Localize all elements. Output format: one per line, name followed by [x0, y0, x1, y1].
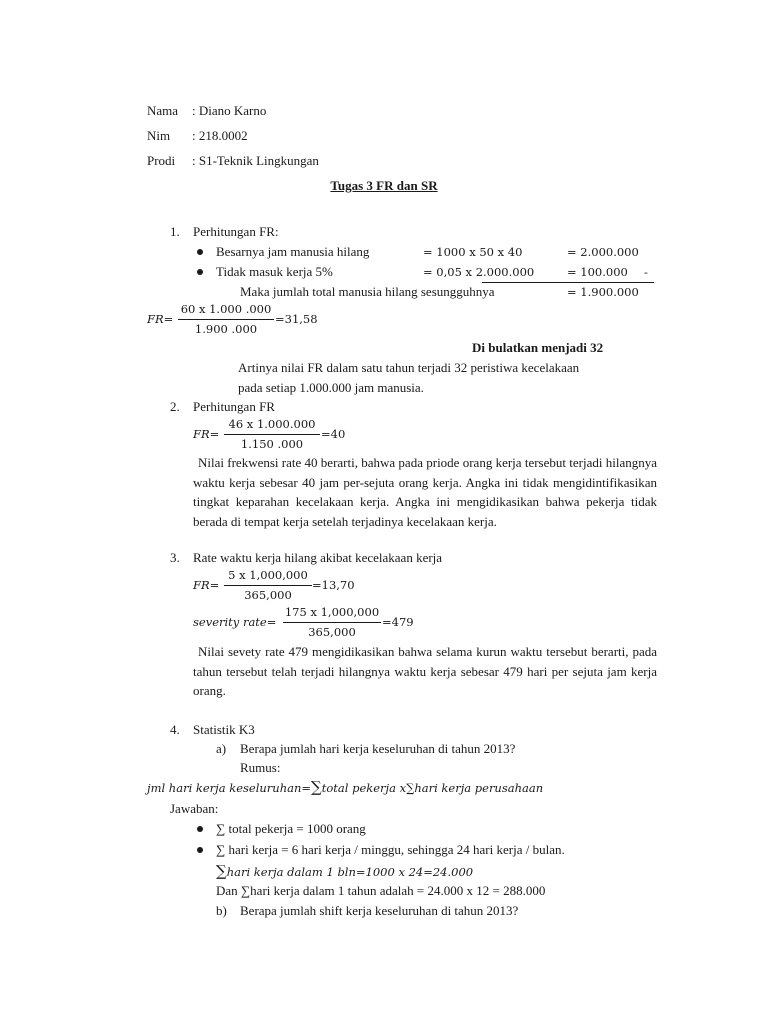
- minus-sign: -: [644, 265, 648, 279]
- question-b-label: b): [216, 903, 227, 918]
- question-a-label: a): [216, 741, 227, 756]
- severity-rate-denominator: 365,000: [308, 625, 356, 639]
- fr-3-result: =13,70: [312, 578, 355, 592]
- fraction-bar: [283, 622, 381, 623]
- nim-value: : 218.0002: [192, 128, 248, 143]
- section-3-heading: Rate waktu kerja hilang akibat kecelakaan kerja: [193, 550, 443, 565]
- prodi-value: : S1-Teknik Lingkungan: [192, 153, 319, 168]
- formula-end: hari kerja perusahaan: [414, 781, 544, 795]
- loss-hours-result: = 2.000.000: [567, 245, 639, 259]
- fr-3-denominator: 365,000: [244, 588, 292, 602]
- fr-2-lhs: FR=: [193, 427, 220, 441]
- bullet-icon: [197, 249, 203, 255]
- section-3-number: 3.: [170, 550, 180, 565]
- fr-2-result: =40: [321, 427, 346, 441]
- question-a-text: Berapa jumlah hari kerja keseluruhan di tahun 2013?: [240, 741, 516, 756]
- absent-result: = 100.000: [567, 265, 628, 279]
- answer-workdays-week: ∑ hari kerja = 6 hari kerja / minggu, sehingga 24 hari kerja / bulan.: [216, 842, 565, 857]
- sigma-icon: ∑: [311, 778, 322, 796]
- meaning-line-1: Artinya nilai FR dalam satu tahun terjadi 32 peristiwa kecelakaan: [238, 360, 580, 375]
- fr-2-numerator: 46 x 1.000.000: [228, 417, 316, 431]
- fr-1-denominator: 1.900 .000: [194, 322, 258, 336]
- section-2-heading: Perhitungan FR: [193, 399, 275, 414]
- nama-value: : Diano Karno: [192, 103, 267, 118]
- loss-hours-expression: = 1000 x 50 x 40: [423, 245, 523, 259]
- answer-workdays-month: [216, 863, 473, 880]
- subtraction-line: [482, 282, 654, 283]
- bullet-icon: [197, 269, 203, 275]
- section-4-number: 4.: [170, 722, 180, 737]
- sigma-icon: ∑: [406, 781, 415, 795]
- fr-2-denominator: 1.150 .000: [240, 437, 304, 451]
- rumus-label: Rumus:: [240, 760, 281, 775]
- total-label: Maka jumlah total manusia hilang sesungguhnya: [240, 284, 495, 299]
- page-title: Tugas 3 FR dan SR: [330, 178, 438, 193]
- section-1-number: 1.: [170, 224, 180, 239]
- formula-lhs: jml hari kerja keseluruhan=: [147, 781, 312, 795]
- fr-3-lhs: FR=: [193, 578, 220, 592]
- sigma-icon: ∑: [216, 862, 227, 880]
- section-1-heading: Perhitungan FR:: [193, 224, 279, 239]
- bullet-icon: [197, 826, 203, 832]
- fr-2-explanation: Nilai frekwensi rate 40 berarti, bahwa pada priode orang kerja tersebut terjadi hilangnya waktu kerja sebesar 40 jam per-sejuta orang kerja. Angka ini tidak mengidintifikasikan tingkat keparahan kecelakaan kerja. Angka ini mengidikasikan bahwa pekerja tidak berada di tempat kerja setelah terjadinya kecelakaan kerja.: [193, 455, 657, 529]
- bullet-icon: [197, 847, 203, 853]
- fraction-bar: [224, 434, 320, 435]
- workdays-formula: [147, 779, 543, 796]
- answer-workdays-month-text: hari kerja dalam 1 bln=1000 x 24=24.000: [226, 865, 474, 879]
- fr-1-lhs: FR=: [147, 312, 174, 326]
- section-4-heading: Statistik K3: [193, 722, 255, 737]
- severity-rate-lhs: severity rate=: [193, 615, 277, 629]
- answer-total-workers: ∑ total pekerja = 1000 orang: [216, 821, 366, 836]
- fr-1-numerator: 60 x 1.000 .000: [180, 302, 272, 316]
- jawaban-label: Jawaban:: [170, 801, 219, 816]
- section-2-number: 2.: [170, 399, 180, 414]
- severity-rate-numerator: 175 x 1,000,000: [284, 605, 380, 619]
- fraction-bar: [224, 585, 312, 586]
- severity-rate-result: =479: [382, 615, 414, 629]
- nim-label: Nim: [147, 128, 171, 143]
- question-b-text: Berapa jumlah shift kerja keseluruhan di tahun 2013?: [240, 903, 519, 918]
- fr-3-numerator: 5 x 1,000,000: [228, 568, 308, 582]
- rounded-note: Di bulatkan menjadi 32: [472, 340, 604, 355]
- answer-workdays-year: Dan ∑hari kerja dalam 1 tahun adalah = 24.000 x 12 = 288.000: [216, 883, 546, 898]
- loss-hours-label: Besarnya jam manusia hilang: [216, 244, 370, 259]
- total-result: = 1.900.000: [567, 285, 639, 299]
- absent-label: Tidak masuk kerja 5%: [216, 264, 333, 279]
- formula-mid: total pekerja x: [321, 781, 407, 795]
- fraction-bar: [178, 319, 274, 320]
- absent-expression: = 0,05 x 2.000.000: [423, 265, 535, 279]
- severity-rate-explanation: Nilai sevety rate 479 mengidikasikan bahwa selama kurun waktu tersebut berarti, pada tahun tersebut telah terjadi hilangnya waktu kerja sebesar 479 hari per sejuta jam kerja orang.: [193, 644, 657, 698]
- prodi-label: Prodi: [147, 153, 176, 168]
- meaning-line-2: pada setiap 1.000.000 jam manusia.: [238, 380, 424, 395]
- fr-1-result: =31,58: [275, 312, 318, 326]
- nama-label: Nama: [147, 103, 179, 118]
